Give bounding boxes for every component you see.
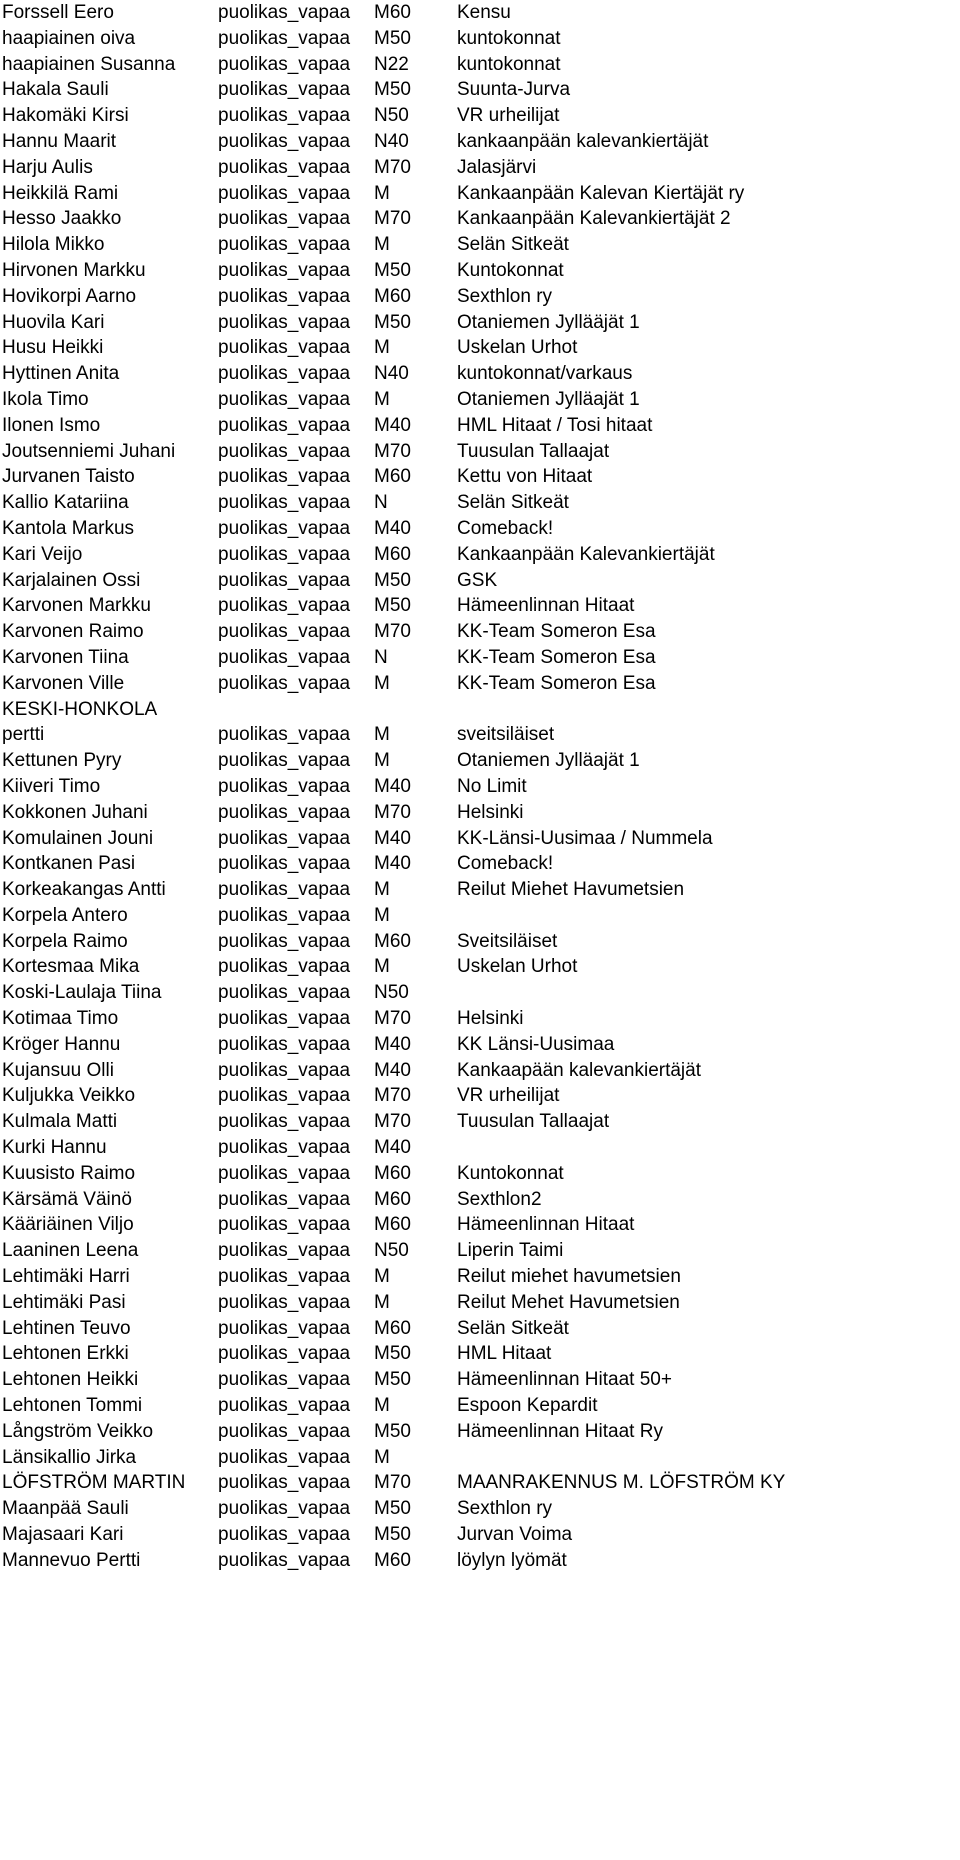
list-row: [0, 103, 960, 129]
participant-name: Kuusisto Raimo: [2, 1162, 136, 1184]
club-name: Sveitsiläiset: [457, 930, 558, 952]
participant-name: Korkeakangas Antti: [2, 879, 166, 901]
club-name: HML Hitaat / Tosi hitaat: [457, 414, 653, 436]
list-row: [0, 310, 960, 336]
series-type: puolikas_vapaa: [218, 440, 351, 462]
list-row: [0, 1238, 960, 1264]
list-row: [0, 774, 960, 800]
participant-name: Forssell Eero: [2, 2, 114, 23]
age-class: M50: [374, 1369, 411, 1391]
participant-name: Husu Heikki: [2, 337, 104, 359]
club-name: kuntokonnat/varkaus: [457, 363, 633, 385]
series-type: puolikas_vapaa: [218, 879, 351, 901]
participant-name: Harju Aulis: [2, 156, 93, 178]
club-name: KK-Team Someron Esa: [457, 672, 656, 694]
age-class: M: [374, 1291, 390, 1313]
participant-name: Kärsämä Väinö: [2, 1188, 132, 1210]
age-class: M: [374, 724, 390, 746]
club-name: Liperin Taimi: [457, 1240, 564, 1262]
club-name: Jalasjärvi: [457, 156, 537, 178]
age-class: M70: [374, 1085, 411, 1107]
series-type: puolikas_vapaa: [218, 363, 351, 385]
list-row: [0, 232, 960, 258]
list-row: [0, 1264, 960, 1290]
list-row: [0, 1058, 960, 1084]
list-row: [0, 1006, 960, 1032]
series-type: puolikas_vapaa: [218, 930, 351, 952]
club-name: kuntokonnat: [457, 27, 561, 49]
list-row: [0, 181, 960, 207]
series-type: puolikas_vapaa: [218, 750, 351, 772]
series-type: puolikas_vapaa: [218, 621, 351, 643]
list-row: [0, 490, 960, 516]
list-row: [0, 413, 960, 439]
age-class: M: [374, 234, 390, 256]
age-class: M: [374, 1446, 390, 1468]
series-type: puolikas_vapaa: [218, 1369, 351, 1391]
series-type: puolikas_vapaa: [218, 646, 351, 668]
age-class: N40: [374, 130, 409, 152]
series-type: puolikas_vapaa: [218, 79, 351, 101]
list-row: [0, 1135, 960, 1161]
list-row: [0, 516, 960, 542]
participant-name: Kokkonen Juhani: [2, 801, 148, 823]
list-row: [0, 1341, 960, 1367]
age-class: M50: [374, 27, 411, 49]
age-class: M40: [374, 1137, 411, 1159]
club-name: kankaanpään kalevankiertäjät: [457, 130, 709, 152]
age-class: M70: [374, 1111, 411, 1133]
age-class: M50: [374, 595, 411, 617]
series-type: puolikas_vapaa: [218, 208, 351, 230]
list-row: [0, 1083, 960, 1109]
club-name: Kankaanpään Kalevankiertäjät: [457, 543, 715, 565]
series-type: puolikas_vapaa: [218, 1395, 351, 1417]
participant-name: Korpela Raimo: [2, 930, 128, 952]
series-type: puolikas_vapaa: [218, 1137, 351, 1159]
series-type: puolikas_vapaa: [218, 466, 351, 488]
participant-name: KESKI-HONKOLA pertti: [2, 698, 158, 746]
list-row: [0, 800, 960, 826]
age-class: M: [374, 672, 390, 694]
participant-name: Lehtinen Teuvo: [2, 1317, 131, 1339]
participant-name: Hakomäki Kirsi: [2, 105, 129, 127]
club-name: Kankaapään kalevankiertäjät: [457, 1059, 702, 1081]
age-class: N22: [374, 53, 409, 75]
list-row: [0, 26, 960, 52]
series-type: puolikas_vapaa: [218, 492, 351, 514]
age-class: M50: [374, 311, 411, 333]
participant-name: Mannevuo Pertti: [2, 1549, 141, 1571]
club-name: Kuntokonnat: [457, 259, 564, 281]
list-row: [0, 1109, 960, 1135]
club-name: Kankaanpään Kalevan Kiertäjät ry: [457, 182, 745, 204]
age-class: M60: [374, 1188, 411, 1210]
club-name: Kankaanpään Kalevankiertäjät 2: [457, 208, 731, 230]
list-row: [0, 206, 960, 232]
participant-name: Lehtimäki Harri: [2, 1266, 130, 1288]
age-class: M40: [374, 414, 411, 436]
list-row: [0, 387, 960, 413]
club-name: Hämeenlinnan Hitaat 50+: [457, 1369, 672, 1391]
list-row: [0, 284, 960, 310]
club-name: Hämeenlinnan Hitaat: [457, 1214, 635, 1236]
age-class: M60: [374, 1317, 411, 1339]
series-type: puolikas_vapaa: [218, 1240, 351, 1262]
age-class: M60: [374, 2, 411, 23]
series-type: puolikas_vapaa: [218, 1266, 351, 1288]
list-row: [0, 748, 960, 774]
participant-name: Hyttinen Anita: [2, 363, 120, 385]
participant-name: Karvonen Raimo: [2, 621, 144, 643]
age-class: M50: [374, 1420, 411, 1442]
participant-name: Kulmala Matti: [2, 1111, 118, 1133]
series-type: puolikas_vapaa: [218, 53, 351, 75]
list-row: [0, 568, 960, 594]
participant-name: Hesso Jaakko: [2, 208, 122, 230]
club-name: kuntokonnat: [457, 53, 561, 75]
participant-name: LÖFSTRÖM MARTIN: [2, 1472, 186, 1494]
series-type: puolikas_vapaa: [218, 259, 351, 281]
participant-name: Huovila Kari: [2, 311, 105, 333]
series-type: puolikas_vapaa: [218, 1343, 351, 1365]
series-type: puolikas_vapaa: [218, 182, 351, 204]
age-class: M: [374, 1266, 390, 1288]
list-row: [0, 0, 960, 26]
club-name: Helsinki: [457, 801, 524, 823]
list-row: [0, 1316, 960, 1342]
list-row: [0, 671, 960, 697]
club-name: Hämeenlinnan Hitaat Ry: [457, 1420, 663, 1442]
participant-name: Ilonen Ismo: [2, 414, 101, 436]
age-class: M50: [374, 259, 411, 281]
club-name: Otaniemen Jyllääjät 1: [457, 311, 640, 333]
participant-name: Långström Veikko: [2, 1420, 154, 1442]
club-name: löylyn lyömät: [457, 1549, 567, 1571]
series-type: puolikas_vapaa: [218, 853, 351, 875]
club-name: Otaniemen Jylläajät 1: [457, 750, 640, 772]
series-type: puolikas_vapaa: [218, 1549, 351, 1571]
age-class: M70: [374, 1008, 411, 1030]
age-class: M: [374, 750, 390, 772]
list-row: [0, 1393, 960, 1419]
series-type: puolikas_vapaa: [218, 130, 351, 152]
list-row: [0, 619, 960, 645]
participant-name: Kettunen Pyry: [2, 750, 122, 772]
club-name: Comeback!: [457, 517, 554, 539]
age-class: N40: [374, 363, 409, 385]
participant-name: Karvonen Tiina: [2, 646, 129, 668]
list-row: [0, 1187, 960, 1213]
participant-name: Kujansuu Olli: [2, 1059, 114, 1081]
participant-name: Komulainen Jouni: [2, 827, 154, 849]
series-type: puolikas_vapaa: [218, 105, 351, 127]
list-row: [0, 954, 960, 980]
club-name: Uskelan Urhot: [457, 337, 578, 359]
list-row: [0, 155, 960, 181]
participant-name: Kotimaa Timo: [2, 1008, 119, 1030]
series-type: puolikas_vapaa: [218, 827, 351, 849]
club-name: Suunta-Jurva: [457, 79, 571, 101]
club-name: Otaniemen Jylläajät 1: [457, 388, 640, 410]
age-class: M60: [374, 543, 411, 565]
list-row: [0, 1445, 960, 1471]
series-type: puolikas_vapaa: [218, 724, 351, 746]
participant-name: Lehtonen Heikki: [2, 1369, 139, 1391]
list-row: [0, 697, 960, 749]
participant-name: Karvonen Ville: [2, 672, 125, 694]
club-name: Sexthlon2: [457, 1188, 542, 1210]
series-type: puolikas_vapaa: [218, 1033, 351, 1055]
list-row: [0, 1367, 960, 1393]
age-class: N50: [374, 1240, 409, 1262]
age-class: M50: [374, 569, 411, 591]
participant-name: Kortesmaa Mika: [2, 956, 140, 978]
list-row: [0, 1290, 960, 1316]
participant-name: Joutsenniemi Juhani: [2, 440, 176, 462]
participant-name: Lehtonen Tommi: [2, 1395, 143, 1417]
participant-name: Kuljukka Veikko: [2, 1085, 136, 1107]
age-class: M60: [374, 1549, 411, 1571]
list-row: [0, 903, 960, 929]
series-type: puolikas_vapaa: [218, 1111, 351, 1133]
participant-name: haapiainen Susanna: [2, 53, 176, 75]
list-row: [0, 129, 960, 155]
club-name: Kettu von Hitaat: [457, 466, 593, 488]
participant-name: Ikola Timo: [2, 388, 89, 410]
list-row: [0, 1161, 960, 1187]
list-row: [0, 1212, 960, 1238]
series-type: puolikas_vapaa: [218, 517, 351, 539]
participant-name: Korpela Antero: [2, 904, 128, 926]
series-type: puolikas_vapaa: [218, 1214, 351, 1236]
list-row: [0, 77, 960, 103]
club-name: Kuntokonnat: [457, 1162, 564, 1184]
club-name: Kensu: [457, 2, 511, 23]
club-name: Tuusulan Tallaajat: [457, 440, 610, 462]
age-class: M40: [374, 1033, 411, 1055]
series-type: puolikas_vapaa: [218, 285, 351, 307]
club-name: KK Länsi-Uusimaa: [457, 1033, 615, 1055]
list-row: [0, 361, 960, 387]
list-row: [0, 877, 960, 903]
list-row: [0, 851, 960, 877]
series-type: puolikas_vapaa: [218, 1059, 351, 1081]
club-name: Selän Sitkeät: [457, 234, 569, 256]
club-name: Sexthlon ry: [457, 285, 553, 307]
club-name: Reilut Mehet Havumetsien: [457, 1291, 680, 1313]
club-name: HML Hitaat: [457, 1343, 552, 1365]
age-class: M: [374, 388, 390, 410]
age-class: M70: [374, 440, 411, 462]
age-class: M40: [374, 517, 411, 539]
club-name: Jurvan Voima: [457, 1524, 573, 1546]
age-class: M60: [374, 285, 411, 307]
age-class: N: [374, 492, 388, 514]
series-type: puolikas_vapaa: [218, 1085, 351, 1107]
club-name: Comeback!: [457, 853, 554, 875]
list-row: [0, 1470, 960, 1496]
participant-name: Kurki Hannu: [2, 1137, 107, 1159]
age-class: M60: [374, 466, 411, 488]
age-class: M60: [374, 1214, 411, 1236]
club-name: Espoon Kepardit: [457, 1395, 598, 1417]
series-type: puolikas_vapaa: [218, 1446, 351, 1468]
participant-name: Karjalainen Ossi: [2, 569, 141, 591]
series-type: puolikas_vapaa: [218, 1008, 351, 1030]
club-name: Reilut Miehet Havumetsien: [457, 879, 685, 901]
series-type: puolikas_vapaa: [218, 775, 351, 797]
age-class: M70: [374, 801, 411, 823]
series-type: puolikas_vapaa: [218, 337, 351, 359]
series-type: puolikas_vapaa: [218, 1317, 351, 1339]
club-name: Sexthlon ry: [457, 1498, 553, 1520]
participant-name: Lehtonen Erkki: [2, 1343, 129, 1365]
participant-name: Kontkanen Pasi: [2, 853, 136, 875]
series-type: puolikas_vapaa: [218, 414, 351, 436]
age-class: M: [374, 879, 390, 901]
age-class: M70: [374, 156, 411, 178]
list-row: [0, 335, 960, 361]
participant-name: Kiiveri Timo: [2, 775, 101, 797]
age-class: M40: [374, 827, 411, 849]
list-row: [0, 645, 960, 671]
age-class: M40: [374, 853, 411, 875]
list-row: [0, 929, 960, 955]
series-type: puolikas_vapaa: [218, 1188, 351, 1210]
age-class: M70: [374, 208, 411, 230]
club-name: KK-Team Someron Esa: [457, 621, 656, 643]
age-class: M50: [374, 79, 411, 101]
participant-name: Laaninen Leena: [2, 1240, 139, 1262]
participant-name: Kari Veijo: [2, 543, 83, 565]
club-name: No Limit: [457, 775, 527, 797]
series-type: puolikas_vapaa: [218, 1498, 351, 1520]
participant-name: Heikkilä Rami: [2, 182, 119, 204]
series-type: puolikas_vapaa: [218, 543, 351, 565]
series-type: puolikas_vapaa: [218, 1524, 351, 1546]
participant-name: Majasaari Kari: [2, 1524, 124, 1546]
club-name: Selän Sitkeät: [457, 1317, 569, 1339]
list-row: [0, 1032, 960, 1058]
series-type: puolikas_vapaa: [218, 311, 351, 333]
club-name: VR urheilijat: [457, 105, 560, 127]
club-name: Uskelan Urhot: [457, 956, 578, 978]
list-row: [0, 593, 960, 619]
series-type: puolikas_vapaa: [218, 27, 351, 49]
list-row: [0, 258, 960, 284]
participant-name: Hovikorpi Aarno: [2, 285, 137, 307]
series-type: puolikas_vapaa: [218, 1472, 351, 1494]
age-class: N: [374, 646, 388, 668]
age-class: M: [374, 337, 390, 359]
club-name: GSK: [457, 569, 498, 591]
list-row: [0, 52, 960, 78]
participant-name: Hannu Maarit: [2, 130, 117, 152]
series-type: puolikas_vapaa: [218, 234, 351, 256]
participant-name: Koski-Laulaja Tiina: [2, 982, 162, 1004]
participant-name: Kröger Hannu: [2, 1033, 121, 1055]
participant-name: Hakala Sauli: [2, 79, 109, 101]
series-type: puolikas_vapaa: [218, 1162, 351, 1184]
age-class: M50: [374, 1498, 411, 1520]
age-class: M: [374, 1395, 390, 1417]
series-type: puolikas_vapaa: [218, 672, 351, 694]
age-class: M: [374, 182, 390, 204]
participant-name: haapiainen oiva: [2, 27, 136, 49]
age-class: M50: [374, 1343, 411, 1365]
participant-name: Lehtimäki Pasi: [2, 1291, 126, 1313]
list-row: [0, 1548, 960, 1574]
list-row: [0, 464, 960, 490]
list-row: [0, 439, 960, 465]
age-class: M40: [374, 775, 411, 797]
club-name: Hämeenlinnan Hitaat: [457, 595, 635, 617]
age-class: M70: [374, 621, 411, 643]
series-type: puolikas_vapaa: [218, 1420, 351, 1442]
club-name: Helsinki: [457, 1008, 524, 1030]
age-class: M: [374, 956, 390, 978]
series-type: puolikas_vapaa: [218, 904, 351, 926]
list-row: [0, 1419, 960, 1445]
club-name: MAANRAKENNUS M. LÖFSTRÖM KY: [457, 1472, 786, 1494]
series-type: puolikas_vapaa: [218, 982, 351, 1004]
club-name: KK-Team Someron Esa: [457, 646, 656, 668]
participant-name: Kallio Katariina: [2, 492, 129, 514]
club-name: sveitsiläiset: [457, 724, 555, 746]
series-type: puolikas_vapaa: [218, 1291, 351, 1313]
club-name: Tuusulan Tallaajat: [457, 1111, 610, 1133]
list-row: [0, 542, 960, 568]
club-name: VR urheilijat: [457, 1085, 560, 1107]
age-class: N50: [374, 105, 409, 127]
participant-name: Maanpää Sauli: [2, 1498, 129, 1520]
age-class: M70: [374, 1472, 411, 1494]
participant-name: Länsikallio Jirka: [2, 1446, 137, 1468]
list-row: [0, 1522, 960, 1548]
list-row: [0, 1496, 960, 1522]
club-name: Selän Sitkeät: [457, 492, 569, 514]
age-class: N50: [374, 982, 409, 1004]
participant-name: Hirvonen Markku: [2, 259, 146, 281]
age-class: M50: [374, 1524, 411, 1546]
series-type: puolikas_vapaa: [218, 801, 351, 823]
participant-name: Hilola Mikko: [2, 234, 105, 256]
list-row: [0, 826, 960, 852]
series-type: puolikas_vapaa: [218, 2, 351, 23]
participant-name: Karvonen Markku: [2, 595, 151, 617]
age-class: M: [374, 904, 390, 926]
age-class: M60: [374, 1162, 411, 1184]
series-type: puolikas_vapaa: [218, 569, 351, 591]
age-class: M60: [374, 930, 411, 952]
series-type: puolikas_vapaa: [218, 956, 351, 978]
age-class: M40: [374, 1059, 411, 1081]
series-type: puolikas_vapaa: [218, 156, 351, 178]
club-name: Reilut miehet havumetsien: [457, 1266, 681, 1288]
club-name: KK-Länsi-Uusimaa / Nummela: [457, 827, 713, 849]
series-type: puolikas_vapaa: [218, 595, 351, 617]
participant-name: Kantola Markus: [2, 517, 135, 539]
series-type: puolikas_vapaa: [218, 388, 351, 410]
participant-name: Kääriäinen Viljo: [2, 1214, 134, 1236]
participant-name: Jurvanen Taisto: [2, 466, 135, 488]
list-row: [0, 980, 960, 1006]
